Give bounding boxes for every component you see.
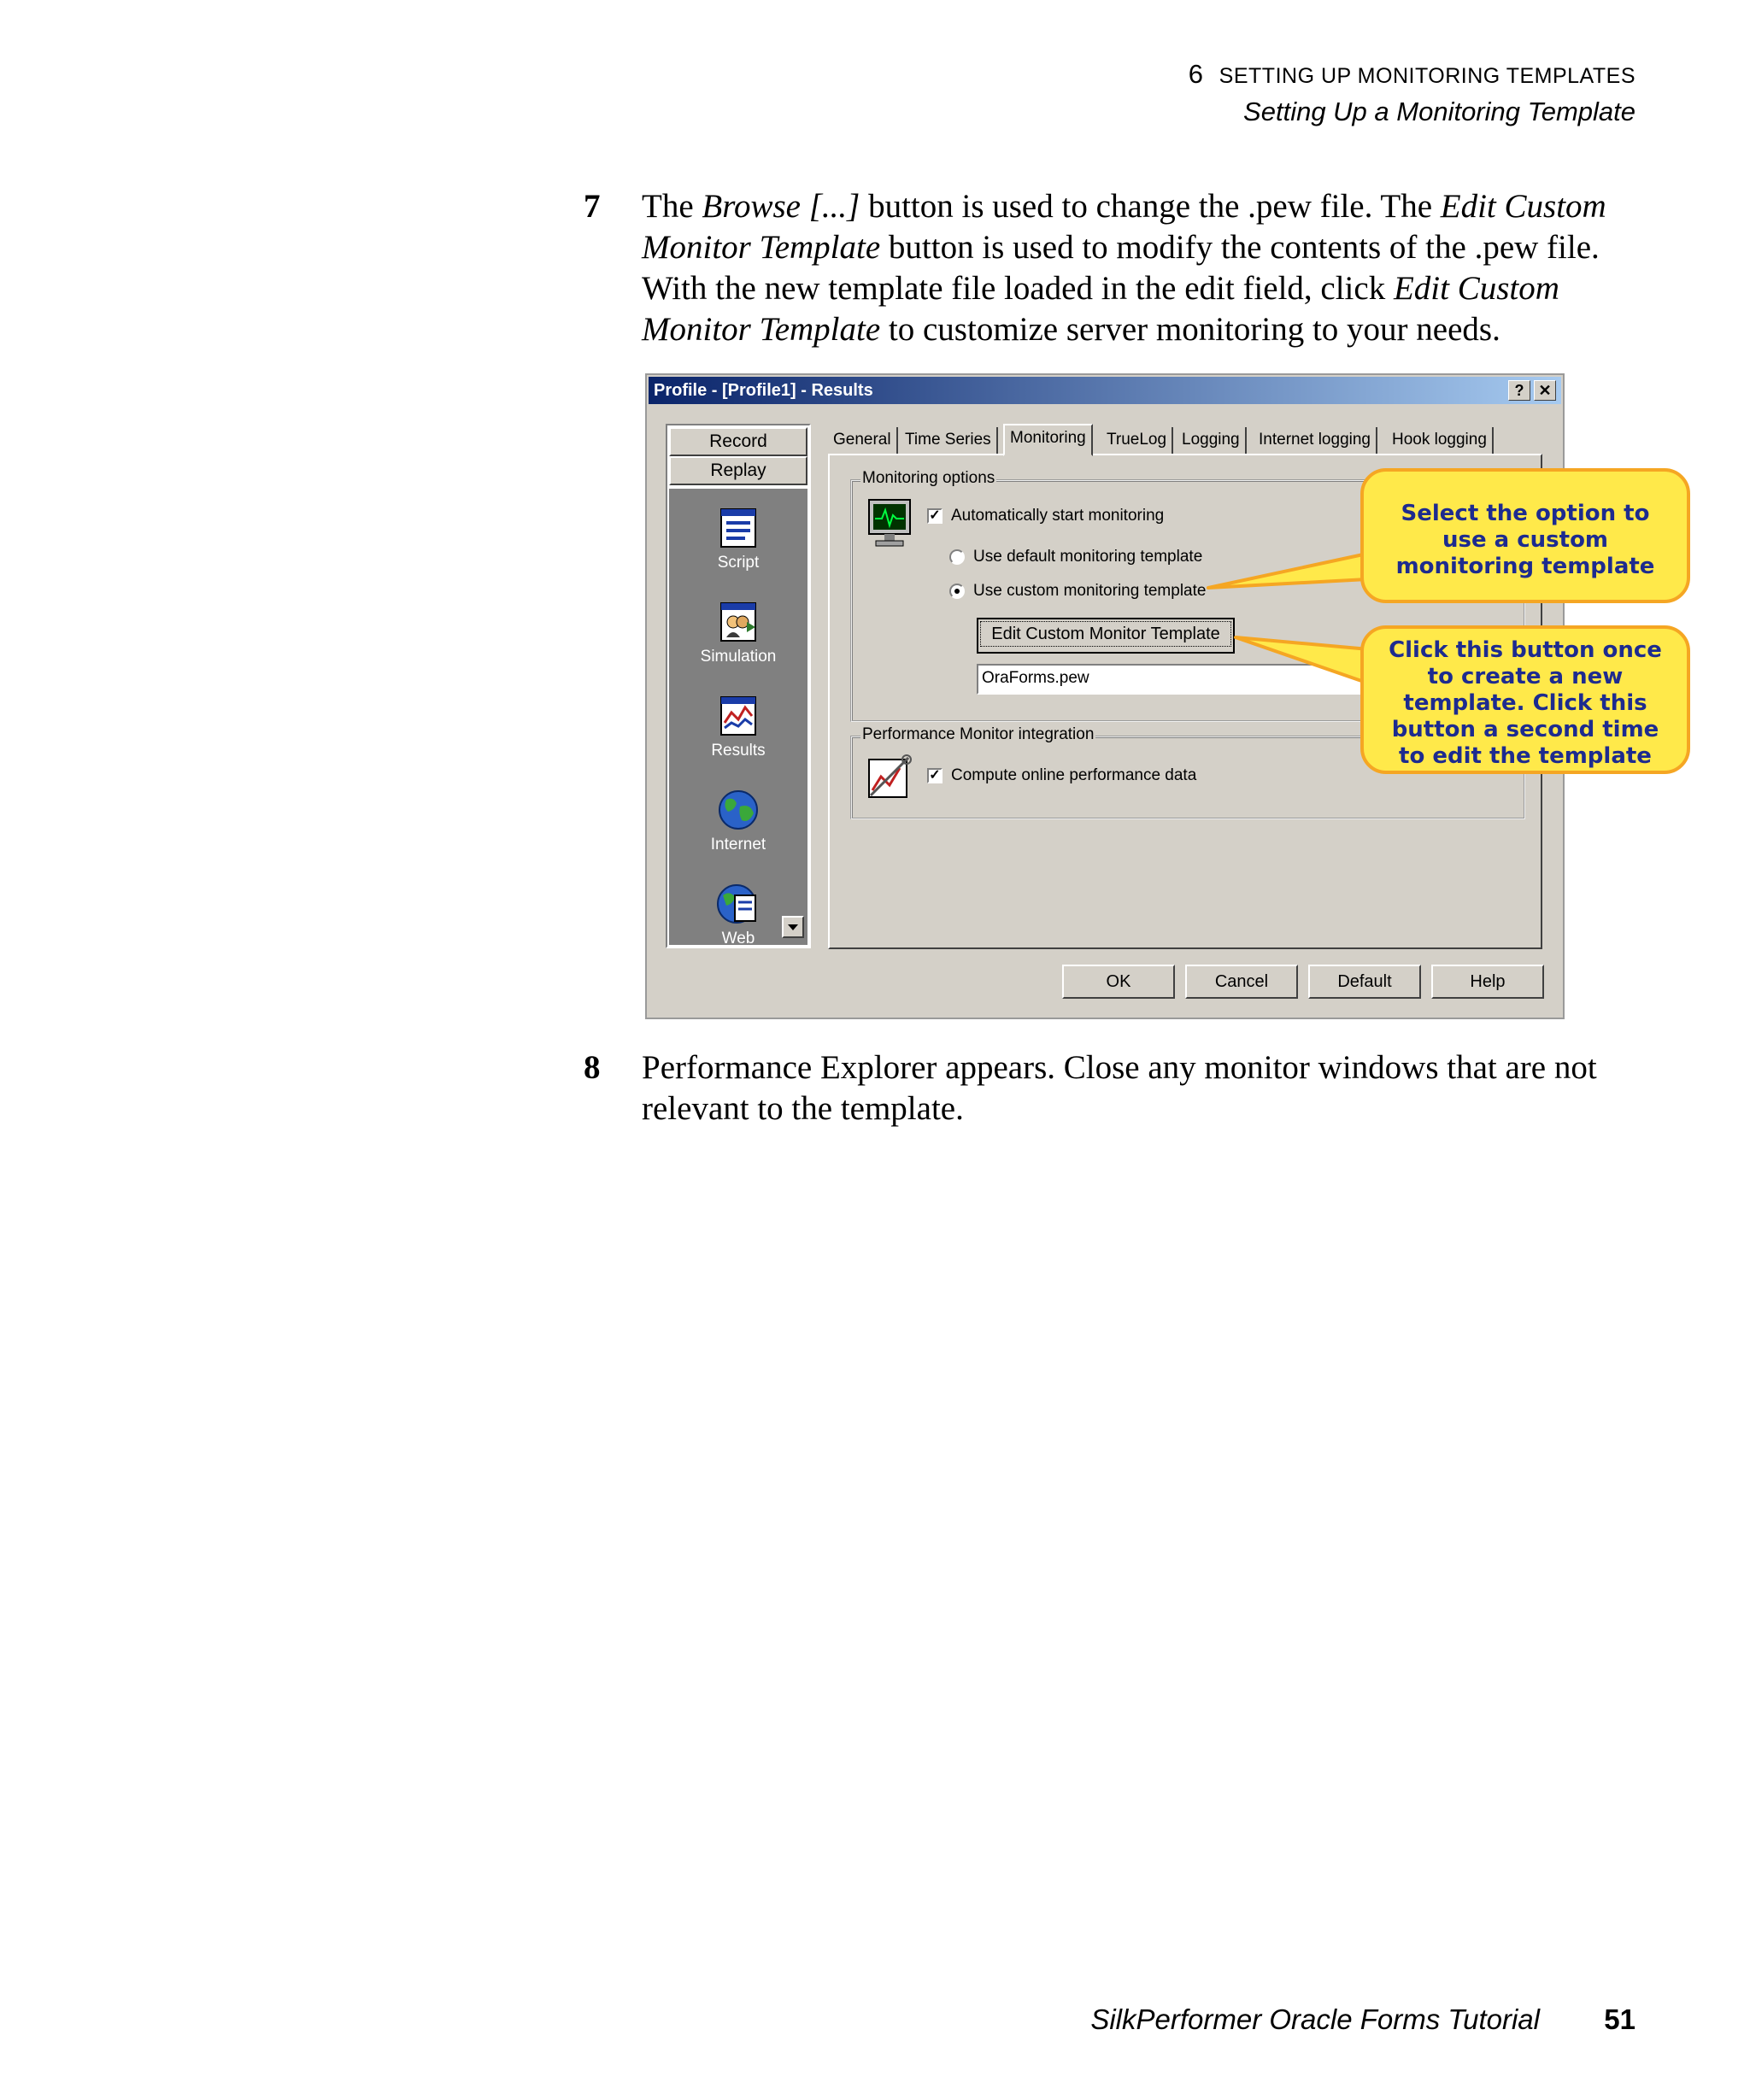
tab-general[interactable]: General (828, 427, 898, 455)
auto-start-checkbox[interactable]: ✓ (927, 508, 943, 524)
checkbox-label: Compute online performance data (951, 766, 1197, 784)
text-run: button is used to modify the contents of the .pew file. With the new template file loaded in the edit field, click (642, 229, 1600, 307)
tab-monitoring[interactable]: Monitoring (1003, 424, 1093, 456)
sidebar-item-label: Simulation (700, 648, 777, 666)
chapter-number: 6 (1188, 59, 1204, 89)
section-title: Setting Up a Monitoring Template (1243, 97, 1635, 126)
callout-pointer (1236, 637, 1369, 683)
close-icon[interactable]: ✕ (1534, 380, 1556, 401)
compute-online-checkbox[interactable]: ✓ (927, 768, 943, 783)
callout-click-button: Click this button once to create a new template. Click this button a second time to edit the template (1360, 625, 1690, 774)
button-label: Edit Custom Monitor Template (980, 621, 1231, 647)
step-8 (584, 1047, 1643, 1129)
replay-button[interactable]: Replay (669, 456, 807, 485)
radio-label: Use default monitoring template (973, 548, 1203, 566)
ok-button[interactable]: OK (1062, 965, 1175, 999)
sidebar-item-label: Web (721, 930, 755, 945)
footer-title: SilkPerformer Oracle Forms Tutorial (1090, 2003, 1540, 2035)
default-button[interactable]: Default (1308, 965, 1421, 999)
chapter-title: SETTING UP MONITORING TEMPLATES (1219, 64, 1635, 88)
callout-select-option: Select the option to use a custom monitoring template (1360, 468, 1690, 603)
italic-run: Browse [...] (702, 188, 860, 225)
text-run: The (642, 188, 702, 225)
radio-label: Use custom monitoring template (973, 582, 1207, 600)
sidebar-item-label: Script (717, 554, 760, 572)
tab-truelog[interactable]: TrueLog (1101, 427, 1173, 455)
tab-time-series[interactable]: Time Series (900, 427, 998, 455)
group-label: Performance Monitor integration (862, 725, 1095, 743)
tab-hook-logging[interactable]: Hook logging (1387, 427, 1494, 455)
dialog-title: Profile - [Profile1] - Results (654, 381, 873, 400)
step-text: Performance Explorer appears. Close any monitor windows that are not relevant to the template. (642, 1049, 1597, 1127)
tab-internet-logging[interactable]: Internet logging (1254, 427, 1377, 455)
text-run: button is used to change the .pew file. The (860, 188, 1441, 225)
group-label: Monitoring options (862, 469, 995, 487)
record-button[interactable]: Record (669, 427, 807, 456)
italic-run: Edit Custom Monitor Template (642, 188, 1606, 266)
sidebar-item-label: Results (711, 742, 766, 760)
italic-run: Edit Custom Monitor Template (642, 270, 1559, 348)
help-icon[interactable]: ? (1508, 380, 1530, 401)
step-number: 8 (584, 1049, 601, 1086)
sidebar-item-label: Internet (710, 836, 766, 853)
callout-pointer (1208, 554, 1367, 588)
template-file-field[interactable]: OraForms.pew (977, 664, 1438, 695)
help-button[interactable]: Help (1431, 965, 1544, 999)
page-number: 51 (1604, 2003, 1635, 2035)
checkbox-label: Automatically start monitoring (951, 507, 1165, 525)
text-run: to customize server monitoring to your needs. (880, 311, 1500, 348)
step-number: 7 (584, 188, 601, 225)
tab-logging[interactable]: Logging (1177, 427, 1247, 455)
cancel-button[interactable]: Cancel (1185, 965, 1298, 999)
